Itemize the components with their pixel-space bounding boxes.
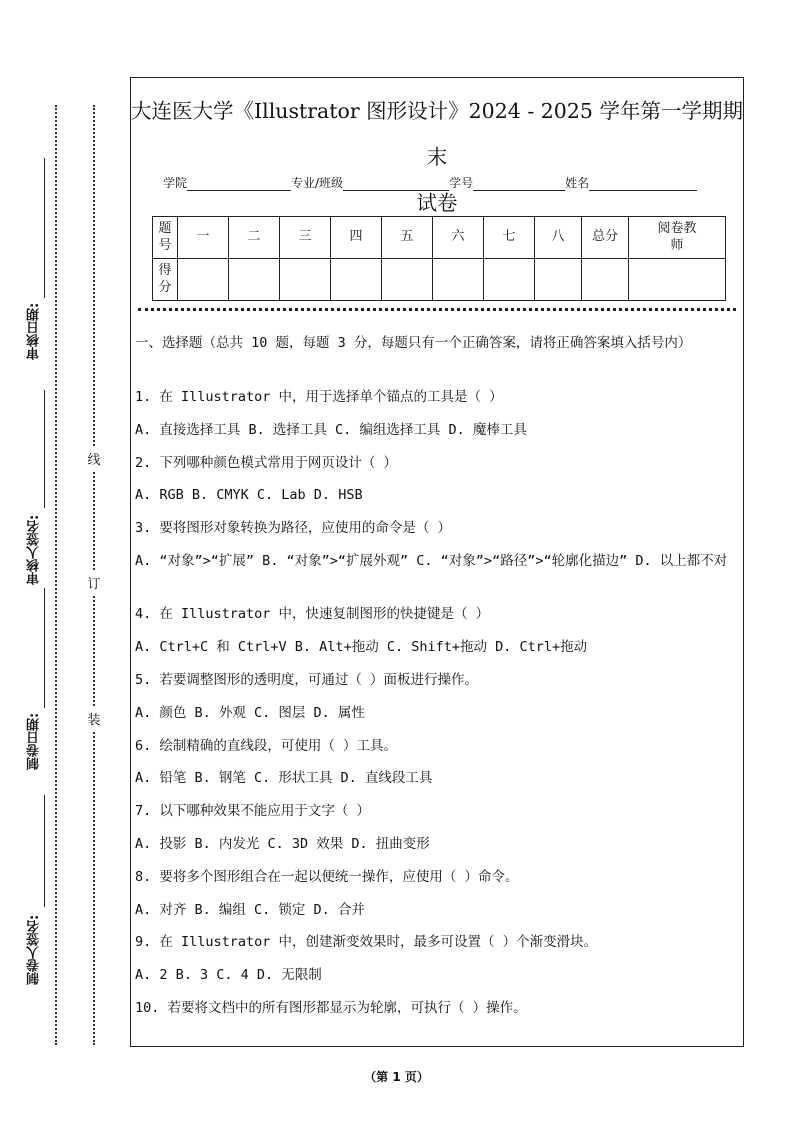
score-cell[interactable]: [433, 259, 484, 301]
question-4: 4. 在 Illustrator 中，快速复制图形的快捷键是（ ）: [135, 606, 490, 622]
options-9: A. 2 B. 3 C. 4 D. 无限制: [135, 967, 322, 983]
score-cell[interactable]: [229, 259, 280, 301]
score-cell[interactable]: [178, 259, 229, 301]
options-7: A. 投影 B. 内发光 C. 3D 效果 D. 扭曲变形: [135, 836, 430, 852]
options-4: A. Ctrl+C 和 Ctrl+V B. Alt+拖动 C. Shift+拖动 D. Ctrl+拖动: [135, 639, 588, 655]
name-label: 姓名: [565, 176, 590, 190]
options-2: A. RGB B. CMYK C. Lab D. HSB: [135, 487, 363, 503]
student-id-label: 学号: [449, 176, 474, 190]
column-5: 五: [382, 217, 433, 259]
options-6: A. 铅笔 B. 钢笔 C. 形状工具 D. 直线段工具: [135, 770, 433, 786]
dotted-divider: [138, 308, 736, 311]
options-1: A. 直接选择工具 B. 选择工具 C. 编组选择工具 D. 魔棒工具: [135, 422, 527, 438]
page-number: （第 1 页）: [364, 1070, 429, 1084]
question-9: 9. 在 Illustrator 中，创建渐变效果时，最多可设置（ ）个渐变滑块。: [135, 934, 598, 950]
score-cell[interactable]: [582, 259, 629, 301]
question-2: 2. 下列哪种颜色模式常用于网页设计（ ）: [135, 455, 398, 471]
question-10: 10. 若要将文档中的所有图形都显示为轮廓，可执行（ ）操作。: [135, 1000, 527, 1016]
reviewer-signature-line: [44, 390, 45, 508]
question-5: 5. 若要调整图形的透明度，可通过（ ）面板进行操作。: [135, 672, 479, 688]
paper-maker-signature-label: 制卷人签名:: [27, 914, 42, 986]
question-8: 8. 要将多个图形组合在一起以便统一操作，应使用（ ）命令。: [135, 869, 519, 885]
options-8: A. 对齐 B. 编组 C. 锁定 D. 合并: [135, 902, 365, 918]
name-field[interactable]: [589, 176, 697, 191]
column-total: 总分: [582, 217, 629, 259]
score-cell[interactable]: [535, 259, 582, 301]
cut-mark-staple: 装: [86, 706, 102, 731]
score-row: [153, 259, 726, 301]
college-field[interactable]: [187, 176, 291, 191]
exam-title: [131, 88, 743, 226]
column-1: 一: [178, 217, 229, 259]
question-1: 1. 在 Illustrator 中，用于选择单个锚点的工具是（ ）: [135, 389, 503, 405]
review-date-line: [44, 158, 45, 298]
college-label: 学院: [163, 176, 188, 190]
exam-title-line1: 大连医大学《Illustrator 图形设计》2024 - 2025 学年第一学期期末: [131, 99, 743, 169]
reviewer-signature-label: 审核人签名:: [27, 514, 42, 586]
question-number-header: 题号: [153, 217, 178, 259]
cut-mark-bind: 订: [86, 570, 102, 595]
question-7: 7. 以下哪种效果不能应用于文字（ ）: [135, 803, 371, 819]
score-cell[interactable]: [331, 259, 382, 301]
section-heading: 一、选择题（总共 10 题，每题 3 分，每题只有一个正确答案，请将正确答案填入括号内）: [135, 335, 692, 351]
exam-title-line2: 试卷: [416, 191, 458, 215]
score-cell[interactable]: [382, 259, 433, 301]
paper-date-line: [44, 588, 45, 708]
question-6: 6. 绘制精确的直线段，可使用（ ）工具。: [135, 738, 398, 754]
column-4: 四: [331, 217, 382, 259]
column-8: 八: [535, 217, 582, 259]
question-3: 3. 要将图形对象转换为路径，应使用的命令是（ ）: [135, 520, 452, 536]
student-info-row: [163, 174, 697, 191]
column-2: 二: [229, 217, 280, 259]
question-number-row: [153, 217, 726, 259]
major-class-field[interactable]: [343, 176, 449, 191]
column-7: 七: [484, 217, 535, 259]
column-3: 三: [280, 217, 331, 259]
binding-dotted-line-left: [55, 105, 57, 1045]
score-cell[interactable]: [280, 259, 331, 301]
student-id-field[interactable]: [473, 176, 565, 191]
options-5: A. 颜色 B. 外观 C. 图层 D. 属性: [135, 705, 365, 721]
cut-mark-line: 线: [86, 446, 102, 471]
column-6: 六: [433, 217, 484, 259]
score-cell[interactable]: [484, 259, 535, 301]
major-class-label: 专业/班级: [291, 176, 344, 190]
options-3: A. “对象”>“扩展” B. “对象”>“扩展外观” C. “对象”>“路径”>“轮廓化描边” D. 以上都不对: [135, 553, 728, 569]
score-cell[interactable]: [629, 259, 726, 301]
score-row-header: 得分: [153, 259, 178, 301]
column-reviewer: 阅卷教师: [629, 217, 726, 259]
paper-date-label: 制卷日期:: [27, 712, 42, 770]
review-date-label: 审核日期:: [27, 302, 42, 360]
paper-maker-signature-line: [44, 795, 45, 907]
score-table: [152, 216, 726, 301]
